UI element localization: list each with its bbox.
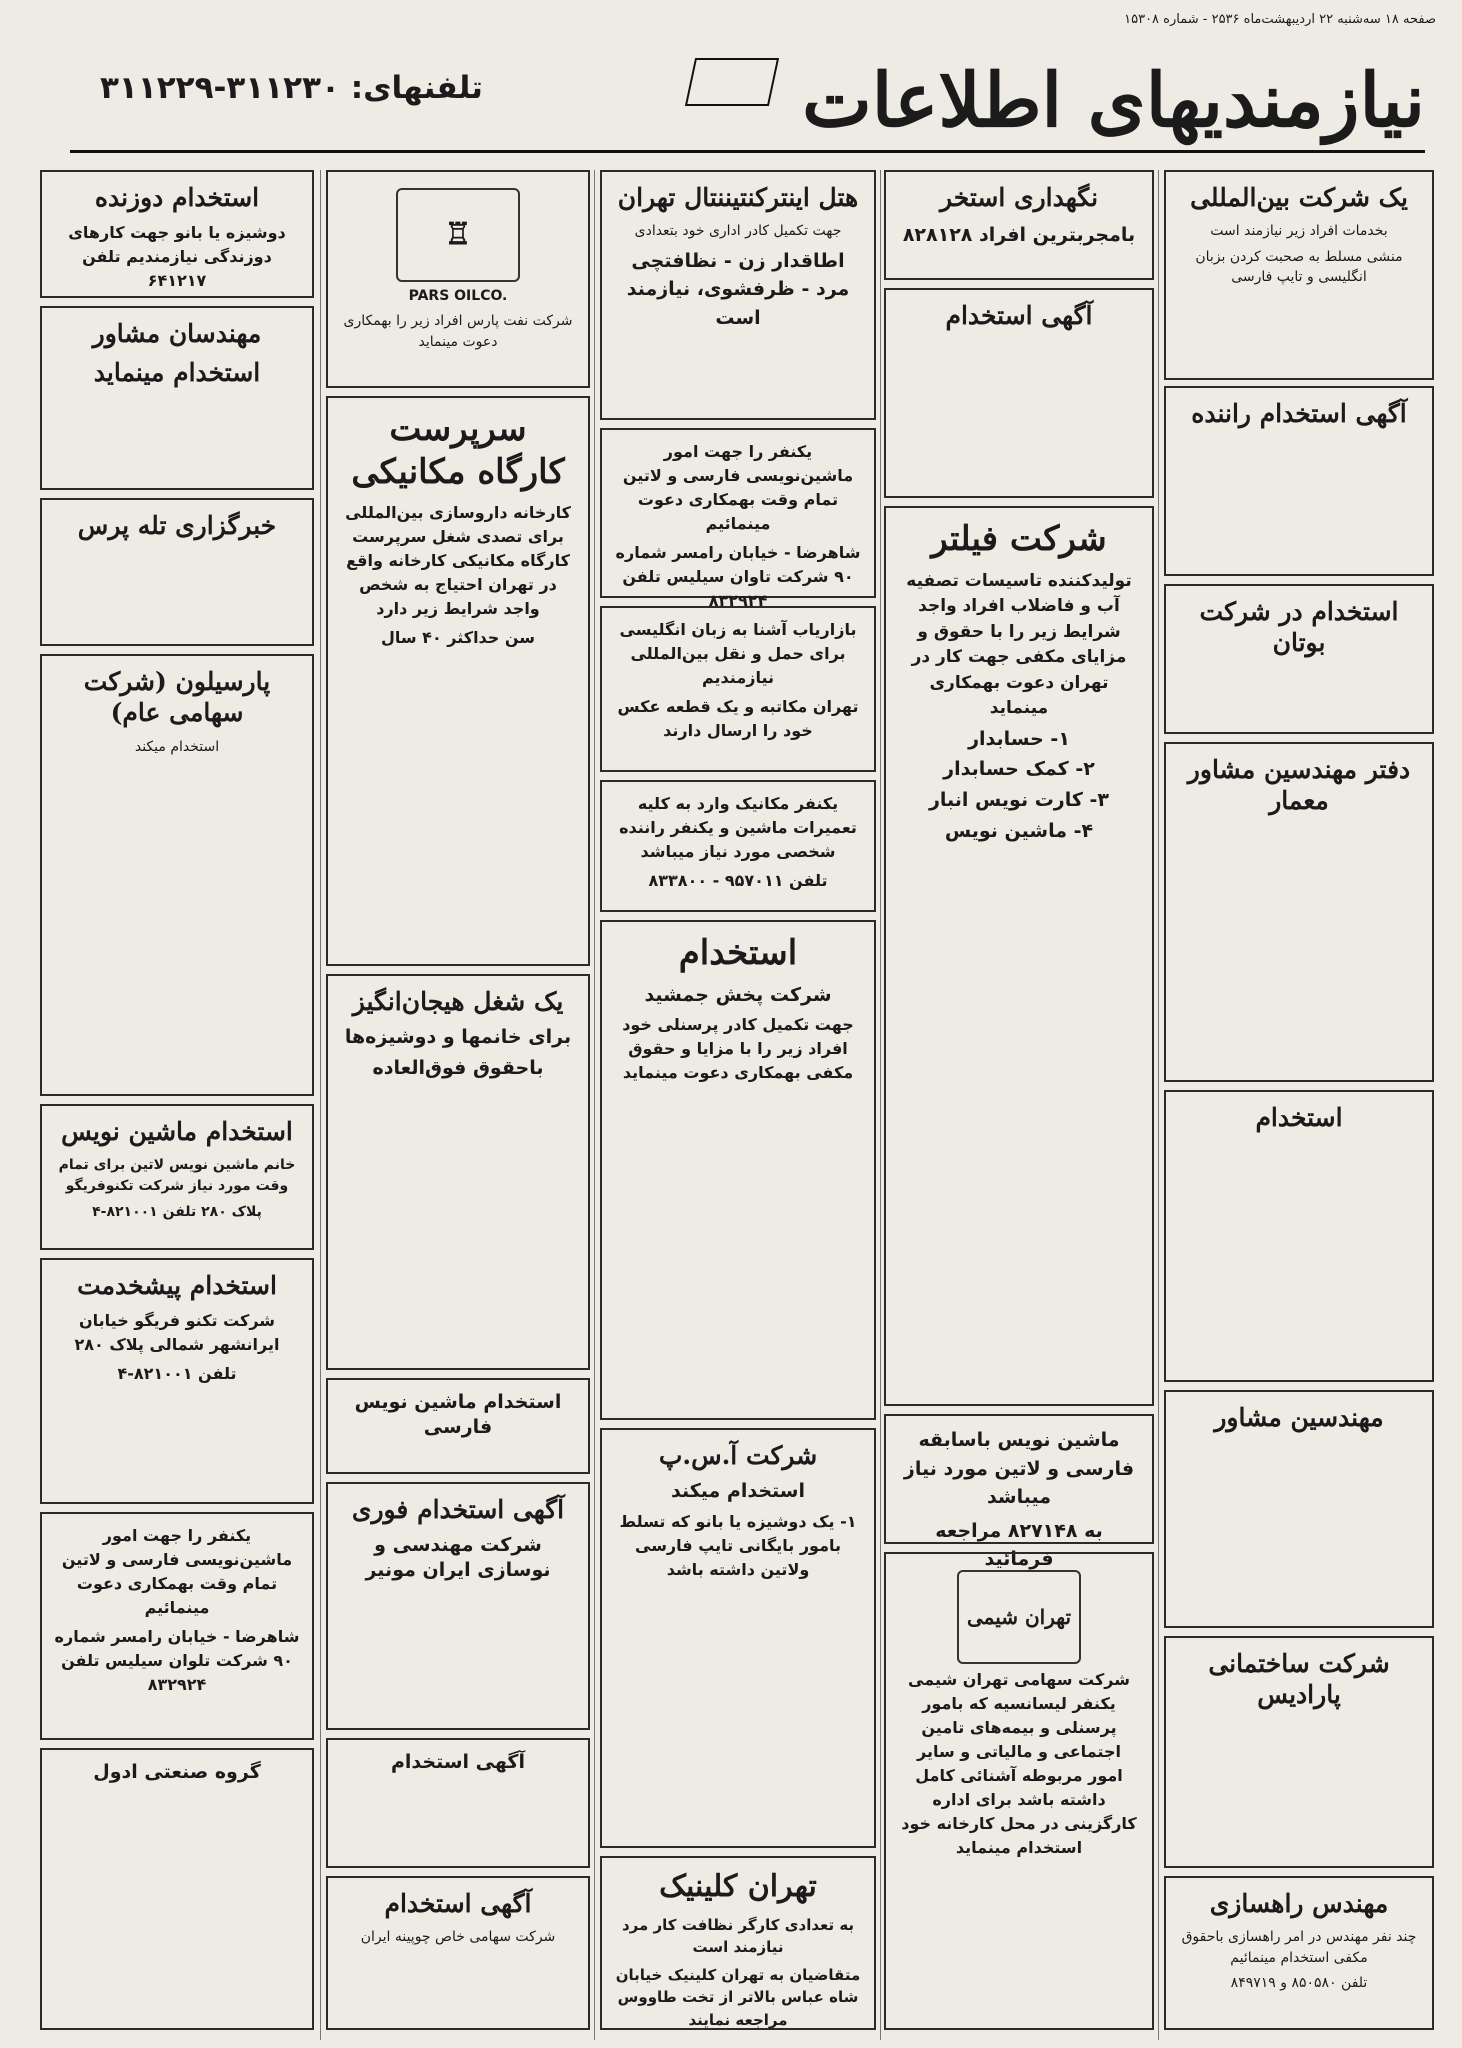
ad-text: منشی مسلط به صحبت کردن بزبان انگلیسی و تایپ فارسی	[1195, 248, 1403, 285]
ad-workshop	[326, 396, 590, 966]
ad-text: شاهرضا - خیابان رامسر شماره ۹۰ شرکت تاوان سیلیس تلفن ۸۳۲۹۲۴	[615, 543, 861, 610]
column-rule	[594, 170, 595, 2040]
ad-title: خبرگزاری تله پرس	[77, 511, 277, 540]
pars-oil-logo-icon: ♖	[396, 188, 520, 282]
ad-typist-tavan	[600, 428, 876, 610]
ad-subtitle: استخدام مینماید	[93, 358, 261, 388]
ad-title: استخدام در شرکت بوتان	[1199, 597, 1399, 658]
ad-subtitle: برای خانمها و دوشیزه‌ها	[344, 1026, 572, 1049]
masthead-phones: تلفنهای: ۳۱۱۲۳۰-۳۱۱۲۲۹	[100, 70, 483, 106]
ad-as-p	[600, 1428, 876, 1848]
ad-text: یکنفر را جهت امور ماشین‌نویسی فارسی و لاتین تمام وقت بهمکاری دعوت مینمائیم	[622, 442, 854, 533]
ad-title: یک شغل هیجان‌انگیز	[352, 987, 564, 1016]
ad-pool	[884, 170, 1154, 280]
ad-text: چند نفر مهندس در امر راهسازی باحقوق مکفی استخدام مینمائیم	[1181, 1929, 1417, 1966]
ad-title: گروه صنعتی ادول	[93, 1761, 261, 1783]
tehran-chemie-logo-icon: تهران شیمی	[957, 1570, 1081, 1664]
ad-subtitle: استخدام میکند	[671, 1480, 805, 1503]
ad-intl-company	[1164, 170, 1434, 380]
ad-typist-latin	[40, 1104, 314, 1250]
ad-item: ۲- کمک حسابدار	[943, 758, 1095, 781]
ad-text: تهران مکاتبه و یک قطعه عکس خود را ارسال دارند	[617, 697, 859, 740]
ad-title: آگهی استخدام	[945, 301, 1093, 330]
ad-text: به ۸۲۷۱۴۸ مراجعه فرمائید	[935, 1519, 1103, 1570]
ad-text: تلفن ۸۵۰۵۸۰ و ۸۴۹۷۱۹	[1230, 1974, 1368, 1991]
ad-consultant-engineer	[40, 306, 314, 490]
ad-text: یکنفر را جهت امور ماشین‌نویسی فارسی و لاتین تمام وقت بهمکاری دعوت مینمائیم	[61, 1526, 293, 1617]
ad-text: تلفن ۹۵۷۰۱۱ - ۸۳۳۸۰۰	[648, 871, 828, 890]
ad-press	[40, 498, 314, 646]
ad-text: بازاریاب آشنا به زبان انگلیسی برای حمل و نقل بین‌المللی نیازمندیم	[619, 620, 857, 687]
ad-notice	[884, 288, 1154, 498]
ad-urgent	[326, 1482, 590, 1730]
ad-title: پارسیلون (شرکت سهامی عام)	[83, 667, 271, 728]
ad-waiter	[40, 1258, 314, 1504]
ad-jamshid	[600, 920, 876, 1420]
ad-filter	[884, 506, 1154, 1406]
ad-text: اطاقدار زن - نظافتچی مرد - ظرفشوی، نیازمند است	[626, 249, 850, 329]
ad-text: سن حداکثر ۴۰ سال	[380, 628, 536, 647]
ad-marketer	[600, 606, 876, 772]
ad-title: شرکت آ.س.پ	[658, 1441, 818, 1470]
ad-chupineh	[326, 1876, 590, 2030]
column-rule	[320, 170, 321, 2040]
ad-consultant2	[1164, 1390, 1434, 1628]
ad-botan	[1164, 584, 1434, 734]
ad-intercontinental	[600, 170, 876, 420]
ad-title: استخدام دوزنده	[94, 183, 260, 212]
ad-text: خانم ماشین نویس لاتین برای تمام وقت مورد نیاز شرکت تکنوفریگو	[58, 1157, 296, 1195]
ad-title: شرکت ساختمانی پارادیس	[1208, 1649, 1390, 1710]
ad-title: یک شرکت بین‌المللی	[1190, 183, 1408, 212]
ad-small-notice	[326, 1738, 590, 1868]
ad-text: پلاک ۲۸۰ تلفن ۸۲۱۰۰۱-۴	[92, 1204, 262, 1221]
ad-text: جهت تکمیل کادر اداری خود بتعدادی	[634, 223, 842, 240]
ad-title: استخدام	[1255, 1103, 1343, 1132]
ad-title: آگهی استخدام	[390, 1751, 525, 1773]
ad-text: جهت تکمیل کادر پرسنلی خود افراد زیر را با مزایا و حقوق مکفی بهمکاری دعوت مینماید	[622, 1015, 854, 1083]
ad-text: متقاضیان به تهران کلینیک خیابان شاه عباس بالاتر از تخت طاووس مراجعه نمایند	[615, 1965, 861, 2029]
ad-text: تولیدکننده تاسیسات تصفیه آب و فاضلاب افراد واجد شرایط زیر را با حقوق و مزایای مکفی جهت کار در تهران دعوت بهمکاری مینماید	[906, 570, 1132, 718]
ad-subtitle: باحقوق فوق‌العاده	[372, 1056, 544, 1079]
ad-text: به تعدادی کارگر نظافت کار مرد نیازمند است	[621, 1915, 855, 1956]
ad-title: مهندسین مشاور	[1214, 1403, 1384, 1432]
ad-driver	[1164, 386, 1434, 576]
ad-title: آگهی استخدام	[384, 1889, 532, 1918]
dateline: صفحه ۱۸ سه‌شنبه ۲۲ اردیبهشت‌ماه ۲۵۳۶ - شماره ۱۵۳۰۸	[1124, 12, 1436, 27]
ad-text: شرکت سهامی تهران شیمی یکنفر لیسانسیه که بامور پرسنلی و بیمه‌های تامین اجتماعی و مالیاتی و سایر امور مربوطه آشنائی کامل داشته باشد برای اداره کارگزینی در محل کارخانه خود استخدام مینماید	[901, 1670, 1137, 1857]
ad-title: آگهی استخدام راننده	[1191, 399, 1407, 428]
ad-title: استخدام	[678, 933, 798, 973]
ad-title: استخدام ماشین نویس فارسی	[354, 1391, 562, 1438]
ad-item: ۴- ماشین نویس	[944, 819, 1094, 842]
ad-text: ۱- یک دوشیزه یا بانو که تسلط بامور بایگانی تایپ فارسی ولاتین داشته باشد	[619, 1511, 857, 1579]
ad-item: ۳- کارت نویس انبار	[928, 788, 1110, 811]
ad-text: بامجربترین افراد ۸۲۸۱۲۸	[902, 224, 1136, 247]
ad-text: ماشین نویس باسابقه فارسی و لاتین مورد نیاز میباشد	[903, 1429, 1135, 1508]
ad-text: کارخانه داروسازی بین‌المللی برای تصدی شغل سرپرست کارگاه مکانیکی کارخانه واقع در تهران احتیاج به شخص واجد شرایط زیر دارد	[345, 503, 571, 618]
ad-title: دفتر مهندسین مشاور معمار	[1187, 755, 1411, 816]
ad-item: ۱- حسابدار	[968, 727, 1070, 750]
ad-subtitle: شرکت مهندسی و نوسازی ایران مونیر	[365, 1534, 551, 1581]
ettelaat-logo-icon	[685, 58, 779, 106]
ad-title: هتل اینترکنتیننتال تهران	[617, 183, 859, 212]
ad-title: استخدام ماشین نویس	[61, 1117, 293, 1146]
ad-title: مهندس راهسازی	[1209, 1889, 1389, 1918]
masthead	[70, 52, 1425, 153]
ad-typist-latin2	[884, 1414, 1154, 1570]
column-rule	[880, 170, 881, 2040]
ad-tehran-chemie	[884, 1552, 1154, 2030]
ad-title: مهندسان مشاور	[92, 319, 262, 348]
ad-exciting-job	[326, 974, 590, 1370]
ad-text: یکنفر مکانیک وارد به کلیه تعمیرات ماشین و یکنفر راننده شخصی مورد نیاز میباشد	[619, 794, 857, 861]
ad-road-engineer	[1164, 1876, 1434, 2030]
ad-dozandeh	[40, 170, 314, 298]
ad-persian-typist	[326, 1378, 590, 1474]
ad-title: نگهداری استخر	[939, 183, 1099, 212]
ad-title: استخدام پیشخدمت	[77, 1271, 277, 1300]
ad-clinic	[600, 1856, 876, 2030]
ad-text: شرکت تکنو فریگو خیابان ایرانشهر شمالی پلاک ۲۸۰	[74, 1311, 280, 1355]
ad-subtitle: شرکت پخش جمشید	[644, 983, 832, 1006]
ad-parsilon	[40, 654, 314, 1096]
ad-text: بخدمات افراد زیر نیازمند است	[1210, 223, 1388, 240]
ad-title: تهران کلینیک	[659, 1869, 817, 1904]
ad-text: شاهرضا - خیابان رامسر شماره ۹۰ شرکت تلوان سیلیس تلفن ۸۳۲۹۲۴	[54, 1627, 300, 1694]
ad-typist-tavan2	[40, 1512, 314, 1740]
ad-text: شرکت سهامی خاص چوپینه ایران	[360, 1929, 556, 1946]
ad-paradise	[1164, 1636, 1434, 1868]
ad-employ-general	[1164, 1090, 1434, 1382]
ad-title: آگهی استخدام فوری	[351, 1495, 565, 1524]
ad-mechanic-driver	[600, 780, 876, 912]
ad-industrial-group	[40, 1748, 314, 2030]
ad-title: شرکت فیلتر	[931, 519, 1107, 559]
ad-pars-oil	[326, 170, 590, 388]
ad-text: دوشیزه یا بانو جهت کارهای دوزندگی نیازمندیم تلفن ۶۴۱۲۱۷	[68, 223, 286, 291]
ad-text: شرکت نفت پارس افراد زیر را بهمکاری دعوت مینماید	[343, 313, 573, 350]
page-title: نیازمندیهای اطلاعات	[802, 58, 1425, 144]
pars-oil-logo-text: PARS OILCO.	[408, 288, 508, 304]
ad-title: سرپرست کارگاه مکانیکی	[351, 409, 565, 492]
ad-text: تلفن ۸۲۱۰۰۱-۴	[117, 1364, 237, 1384]
column-rule	[1158, 170, 1159, 2040]
ad-text: استخدام میکند	[134, 738, 220, 755]
ad-architect	[1164, 742, 1434, 1082]
